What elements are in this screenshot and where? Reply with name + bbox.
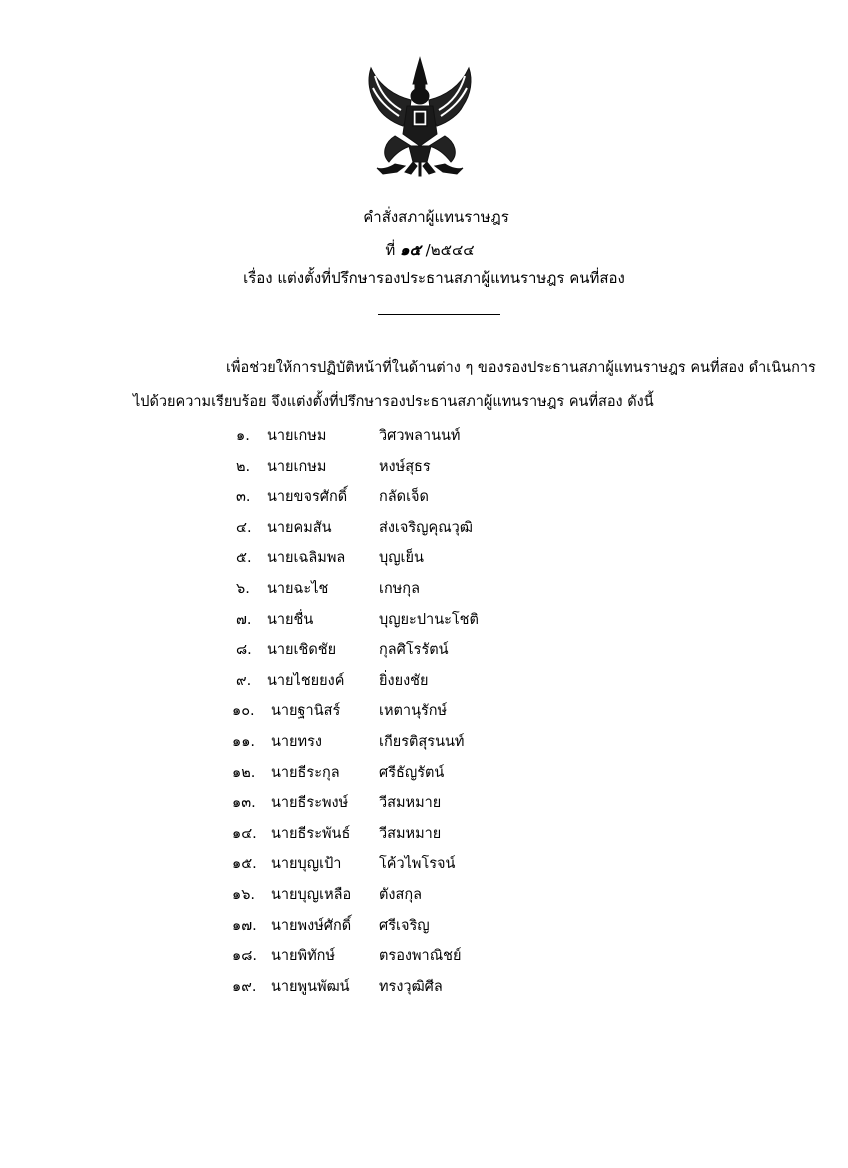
member-first-name: นายพงษ์ศักดิ์ xyxy=(271,917,352,934)
member-last-name: ศรีธัญรัตน์ xyxy=(379,764,445,781)
member-number: ๖. xyxy=(236,581,250,597)
member-last-name: เกษกุล xyxy=(379,581,420,597)
member-number: ๑๔. xyxy=(232,825,257,842)
order-title: คำสั่งสภาผู้แทนราษฎร xyxy=(363,208,509,226)
member-first-name: นายชื่น xyxy=(267,611,314,628)
order-number-prefix: ที่ xyxy=(385,241,396,259)
member-last-name: หงษ์สุธร xyxy=(379,458,431,475)
member-last-name: ตังสกุล xyxy=(379,887,423,903)
member-first-name: นายเชิดชัย xyxy=(267,642,337,659)
member-last-name: กุลศิโรรัตน์ xyxy=(379,642,449,659)
member-first-name: นายฐานิสร์ xyxy=(271,703,341,720)
member-first-name: นายเกษม xyxy=(267,428,327,444)
member-last-name: วีสมหมาย xyxy=(379,825,442,842)
member-first-name: นายทรง xyxy=(271,734,322,750)
member-first-name: นายเฉลิมพล xyxy=(267,550,346,567)
member-number: ๒. xyxy=(236,458,251,475)
member-last-name: ตรองพาณิชย์ xyxy=(379,948,462,965)
divider-line xyxy=(378,314,500,315)
member-last-name: ทรงวุฒิศีล xyxy=(379,978,443,995)
member-first-name: นายพูนพัฒน์ xyxy=(271,978,350,995)
member-first-name: นายธีระพงษ์ xyxy=(271,795,349,812)
member-last-name: ยิ่งยงชัย xyxy=(379,672,429,689)
member-first-name: นายธีระกุล xyxy=(271,764,340,781)
member-last-name: เหตานุรักษ์ xyxy=(379,703,448,720)
member-last-name: บุญยะปานะโชติ xyxy=(379,611,479,628)
member-last-name: เกียรติสุรนนท์ xyxy=(379,734,465,750)
member-number: ๑๐. xyxy=(232,703,255,720)
member-last-name: บุญเย็น xyxy=(379,550,424,567)
member-last-name: กลัดเจ็ด xyxy=(379,489,429,506)
garuda-emblem xyxy=(355,50,485,185)
member-first-name: นายฉะไช xyxy=(267,581,329,597)
member-number: ๕. xyxy=(236,550,252,567)
member-first-name: นายพิทักษ์ xyxy=(271,948,336,965)
member-last-name: ส่งเจริญคุณวุฒิ xyxy=(379,519,473,536)
member-first-name: นายบุญเหลือ xyxy=(271,887,352,903)
member-number: ๑๑. xyxy=(232,734,256,750)
member-number: ๑๖. xyxy=(232,887,256,903)
member-first-name: นายไชยยงค์ xyxy=(267,672,345,689)
member-number: ๘. xyxy=(236,642,252,659)
order-subject: เรื่อง แต่งตั้งที่ปรึกษารองประธานสภาผู้แทนราษฎร คนที่สอง xyxy=(243,269,625,287)
paragraph-line-2: ไปด้วยความเรียบร้อย จึงแต่งตั้งที่ปรึกษารองประธานสภาผู้แทนราษฎร คนที่สอง ดังนี้ xyxy=(133,394,654,410)
member-first-name: นายคมสัน xyxy=(267,519,332,536)
member-number: ๔. xyxy=(236,519,252,536)
order-number-value: ๑๕ xyxy=(400,241,421,259)
member-number: ๑. xyxy=(236,428,250,444)
member-number: ๑๕. xyxy=(232,856,257,873)
member-last-name: วีสมหมาย xyxy=(379,795,442,812)
member-number: ๑๙. xyxy=(232,978,257,995)
member-number: ๑๘. xyxy=(232,948,257,965)
member-number: ๑๒. xyxy=(232,764,256,781)
paragraph-line-1: เพื่อช่วยให้การปฏิบัติหน้าที่ในด้านต่าง ๆ ของรองประธานสภาผู้แทนราษฎร คนที่สอง ดำเนินการ xyxy=(226,360,816,376)
member-number: ๑๗. xyxy=(232,917,257,934)
order-number-year: /๒๕๔๔ xyxy=(425,241,475,259)
member-first-name: นายเกษม xyxy=(267,458,327,475)
member-number: ๓. xyxy=(236,489,251,506)
member-number: ๙. xyxy=(236,672,252,689)
member-first-name: นายขจรศักดิ์ xyxy=(267,489,348,506)
member-last-name: ศรีเจริญ xyxy=(379,917,430,934)
member-number: ๗. xyxy=(236,611,252,628)
member-first-name: นายธีระพันธ์ xyxy=(271,825,351,842)
member-number: ๑๓. xyxy=(232,795,256,812)
order-number xyxy=(6,238,848,262)
member-last-name: โค้วไพโรจน์ xyxy=(379,856,456,873)
member-last-name: วิศวพลานนท์ xyxy=(379,428,461,444)
member-first-name: นายบุญเป้า xyxy=(271,856,342,873)
